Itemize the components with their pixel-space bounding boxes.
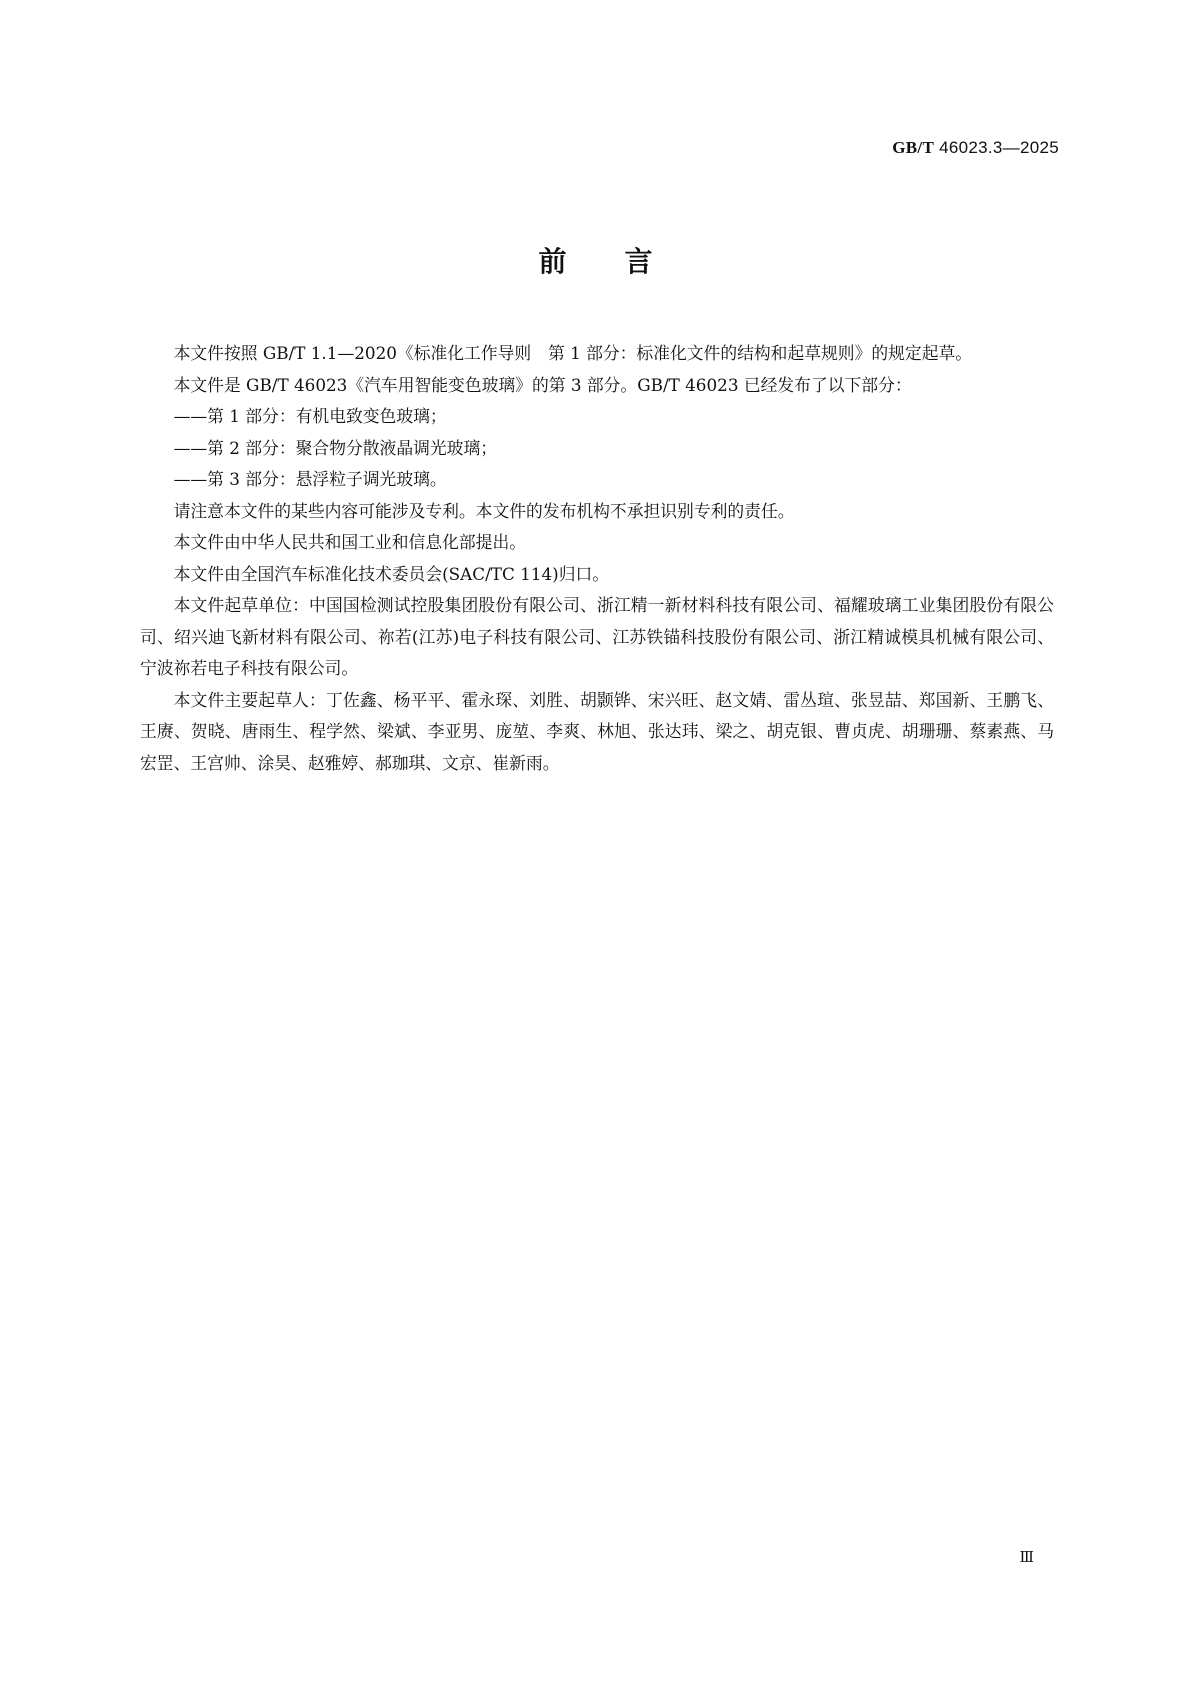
- paragraph-drafters: 本文件主要起草人：丁佐鑫、杨平平、霍永琛、刘胜、胡颢铧、宋兴旺、赵文婧、雷丛瑄、张昱喆、郑国新、王鹏飞、王赓、贺晓、唐雨生、程学然、梁斌、李亚男、庞堃、李爽、林旭、张达玮、梁之、胡克银、曹贞虎、胡珊珊、蔡素燕、马宏罡、王宫帅、涂昊、赵雅婷、郝珈琪、文京、崔新雨。: [140, 689, 1054, 773]
- foreword-body: [140, 338, 1054, 779]
- list-item-part-3: ——第 3 部分：悬浮粒子调光玻璃。: [173, 469, 447, 489]
- standard-prefix: GB/T: [892, 138, 935, 157]
- paragraph-series-intro: 本文件是 GB/T 46023《汽车用智能变色玻璃》的第 3 部分。GB/T 46023 已经发布了以下部分：: [173, 374, 912, 395]
- paragraph-proposer: 本文件由中华人民共和国工业和信息化部提出。: [173, 532, 527, 552]
- list-item-part-1: ——第 1 部分：有机电致变色玻璃；: [173, 406, 447, 426]
- page-title: [0, 240, 1191, 280]
- list-item-part-2: ——第 2 部分：聚合物分散液晶调光玻璃；: [173, 437, 498, 458]
- standard-code: 46023.3—2025: [939, 138, 1059, 157]
- paragraph-committee: 本文件由全国汽车标准化技术委员会(SAC/TC 114)归口。: [173, 563, 610, 584]
- title-char-2: 言: [624, 245, 653, 278]
- page-number: Ⅲ: [1019, 1548, 1034, 1566]
- paragraph-drafting-units: 本文件起草单位：中国国检测试控股集团股份有限公司、浙江精一新材料科技有限公司、福耀玻璃工业集团股份有限公司、绍兴迪飞新材料有限公司、祢若(江苏)电子科技有限公司、江苏铁锚科技股份有限公司、浙江精诚模具机械有限公司、宁波祢若电子科技有限公司。: [140, 595, 1054, 678]
- paragraph-drafting-rules: 本文件按照 GB/T 1.1—2020《标准化工作导则 第 1 部分：标准化文件的结构和起草规则》的规定起草。: [173, 343, 973, 363]
- title-char-1: 前: [538, 245, 567, 278]
- standard-number: [892, 138, 1059, 158]
- paragraph-patent-notice: 请注意本文件的某些内容可能涉及专利。本文件的发布机构不承担识别专利的责任。: [173, 500, 795, 521]
